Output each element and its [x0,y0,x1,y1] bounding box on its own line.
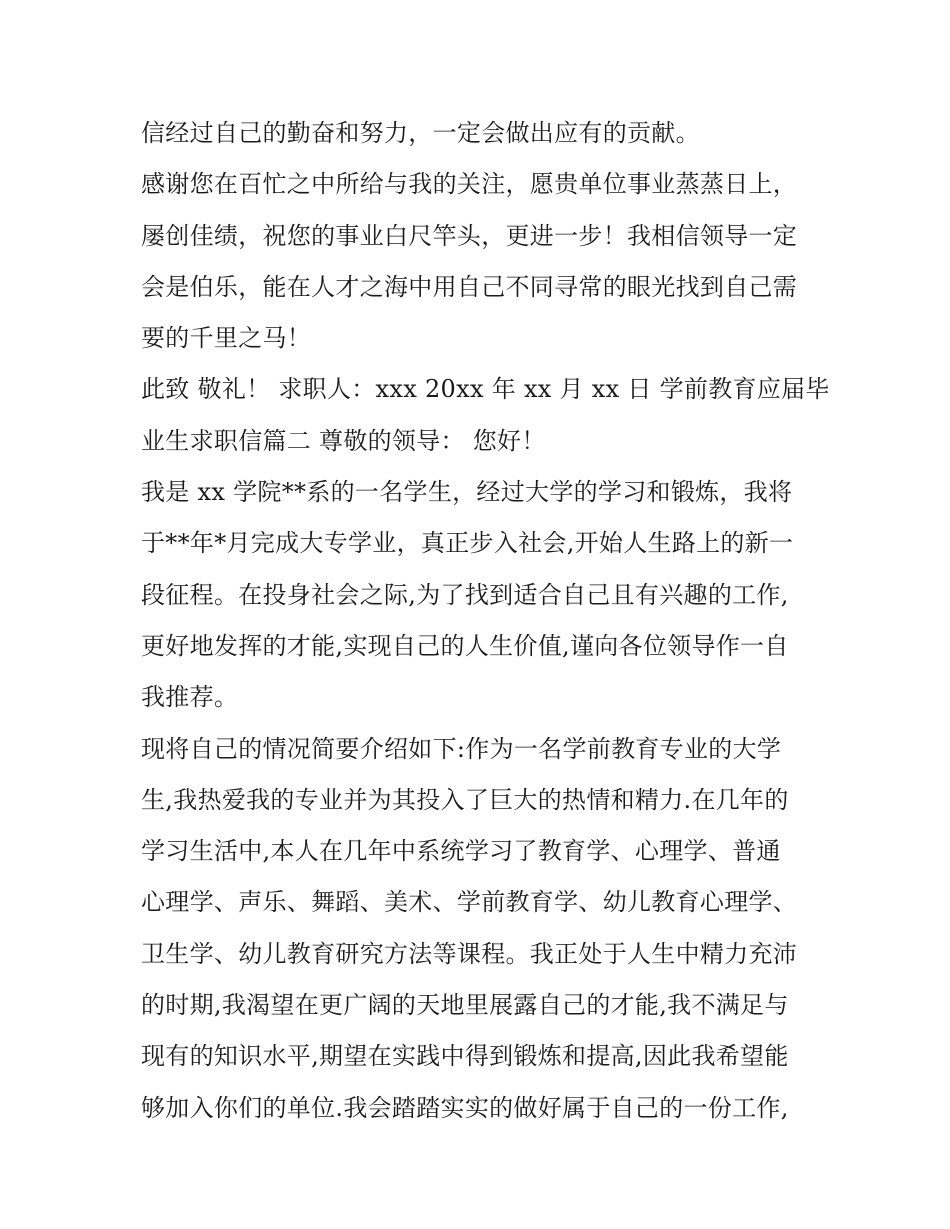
text-line: 卫生学、幼儿教育研究方法等课程。我正处于人生中精力充沛 [141,939,798,968]
text-line: 我是 xx 学院**系的一名学生，经过大学的学习和锻炼，我将 [141,478,793,507]
text-line: 现有的知识水平,期望在实践中得到锻炼和提高,因此我希望能 [141,1042,789,1071]
text-line: 学习生活中,本人在几年中系统学习了教育学、心理学、普通 [141,837,781,866]
text-line: 更好地发挥的才能,实现自己的人生价值,谨向各位领导作一自 [141,631,789,660]
text-line: 段征程。在投身社会之际,为了找到适合自己且有兴趣的工作, [141,580,789,609]
text-line: 我推荐。 [141,683,239,712]
document-body [141,108,830,1134]
text-line: 会是伯乐，能在人才之海中用自己不同寻常的眼光找到自己需 [141,272,798,301]
text-line: 于**年*月完成大专学业，真正步入社会,开始人生路上的新一 [141,529,794,558]
text-line: 的时期,我渴望在更广阔的天地里展露自己的才能,我不满足与 [141,991,789,1020]
text-line: 屡创佳绩，祝您的事业白尺竿头，更进一步！我相信领导一定 [141,221,798,250]
text-line: 业生求职信篇二 尊敬的领导： 您好！ [141,426,546,455]
text-line: 此致 敬礼！ 求职人：xxx 20xx 年 xx 月 xx 日 学前教育应届毕 [141,375,830,404]
text-line: 心理学、声乐、舞蹈、美术、学前教育学、幼儿教育心理学、 [141,888,798,917]
text-line: 现将自己的情况简要介绍如下:作为一名学前教育专业的大学 [141,734,782,763]
text-line: 够加入你们的单位.我会踏踏实实的做好属于自己的一份工作, [141,1093,789,1122]
text-line: 信经过自己的勤奋和努力，一定会做出应有的贡献。 [141,119,700,147]
text-line: 生,我热爱我的专业并为其投入了巨大的热情和精力.在几年的 [141,785,789,814]
text-line: 要的千里之马！ [141,324,312,353]
text-line: 感谢您在百忙之中所给与我的关注，愿贵单位事业蒸蒸日上， [141,170,798,199]
